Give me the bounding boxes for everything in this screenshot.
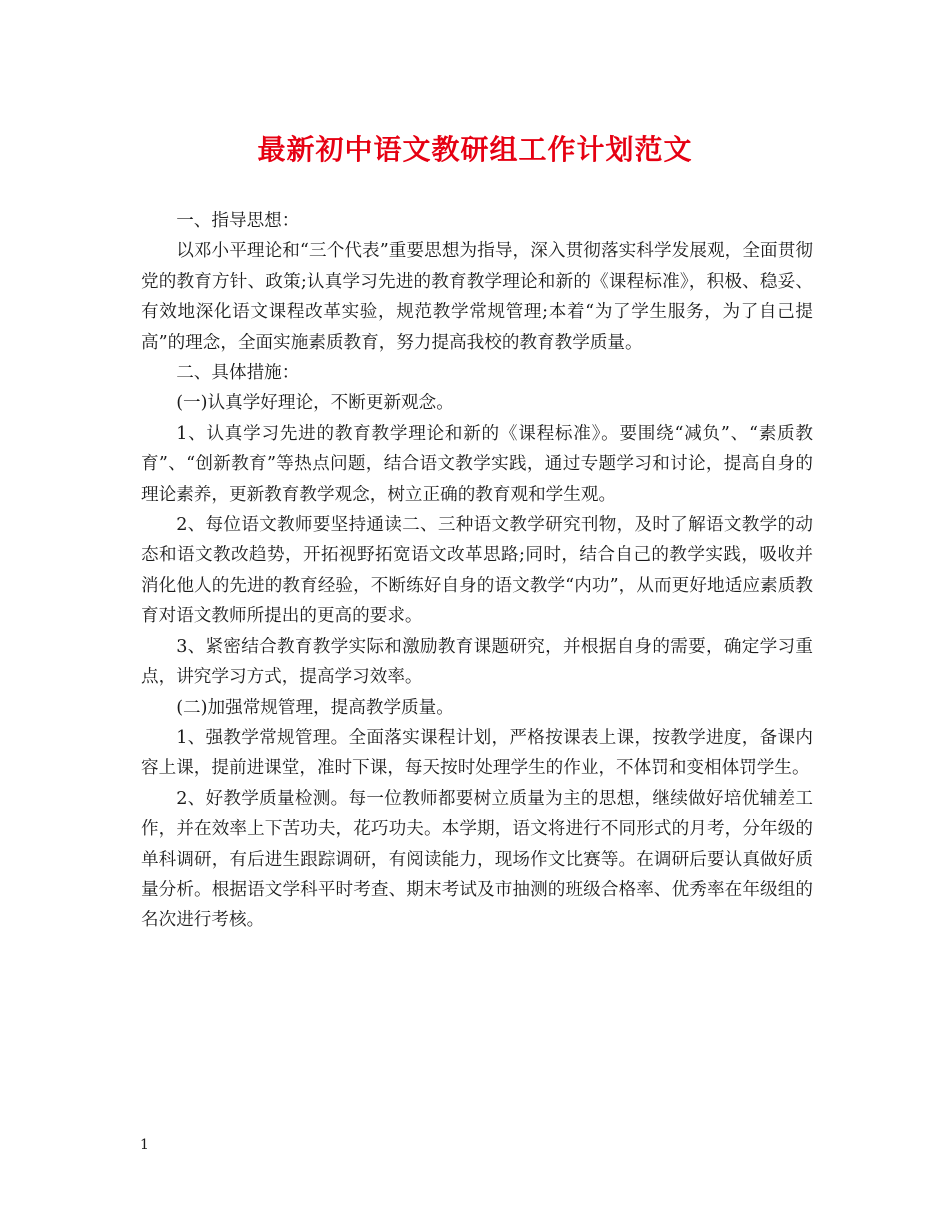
paragraph-management-item-2: 2、好教学质量检测。每一位教师都要树立质量为主的思想，继续做好培优辅差工作，并在效率上下苦功夫，花巧功夫。本学期，语文将进行不同形式的月考，分年级的单科调研，有后进生跟踪调研，有阅读能力，现场作文比赛等。在调研后要认真做好质量分析。根据语文学科平时考查、期末考试及市抽测的班级合格率、优秀率在年级组的名次进行考核。: [141, 788, 813, 931]
section-heading-measures: 二、具体措施：: [176, 363, 300, 384]
paragraph-theory-item-1: 1、认真学习先进的教育教学理论和新的《课程标准》。要围绕“减负”、“素质教育”、“创新教育”等热点问题，结合语文教学实践，通过专题学习和讨论，提高自身的理论素养，更新教育教学观念，树立正确的教育观和学生观。: [141, 423, 813, 505]
paragraph-guiding-ideology: 以邓小平理论和“三个代表”重要思想为指导，深入贯彻落实科学发展观，全面贯彻党的教育方针、政策;认真学习先进的教育教学理论和新的《课程标准》，积极、稳妥、有效地深化语文课程改革实验，规范教学常规管理;本着“为了学生服务，为了自己提高”的理念，全面实施素质教育，努力提高我校的教育教学质量。: [141, 241, 813, 353]
paragraph-theory-item-3: 3、紧密结合教育教学实际和激励教育课题研究，并根据自身的需要，确定学习重点，讲究学习方式，提高学习效率。: [141, 636, 813, 688]
page-number: 1: [140, 1137, 149, 1153]
section-heading-guiding-ideology: 一、指导思想：: [176, 211, 300, 231]
subsection-heading-theory: (一)认真学好理论，不断更新观念。: [176, 393, 454, 414]
paragraph-management-item-1: 1、强教学常规管理。全面落实课程计划，严格按课表上课，按教学进度，备课内容上课，提前进课堂，准时下课，每天按时处理学生的作业，不体罚和变相体罚学生。: [141, 727, 813, 779]
subsection-heading-management: (二)加强常规管理，提高教学质量。: [176, 697, 454, 718]
document-body: [141, 206, 813, 936]
paragraph-theory-item-2: 2、每位语文教师要坚持通读二、三种语文教学研究刊物，及时了解语文教学的动态和语文教改趋势，开拓视野拓宽语文改革思路;同时，结合自己的教学实践，吸收并消化他人的先进的教育经验，不断练好自身的语文教学“内功”，从而更好地适应素质教育对语文教师所提出的更高的要求。: [141, 515, 813, 627]
document-title: 最新初中语文教研组工作计划范文: [257, 133, 693, 166]
